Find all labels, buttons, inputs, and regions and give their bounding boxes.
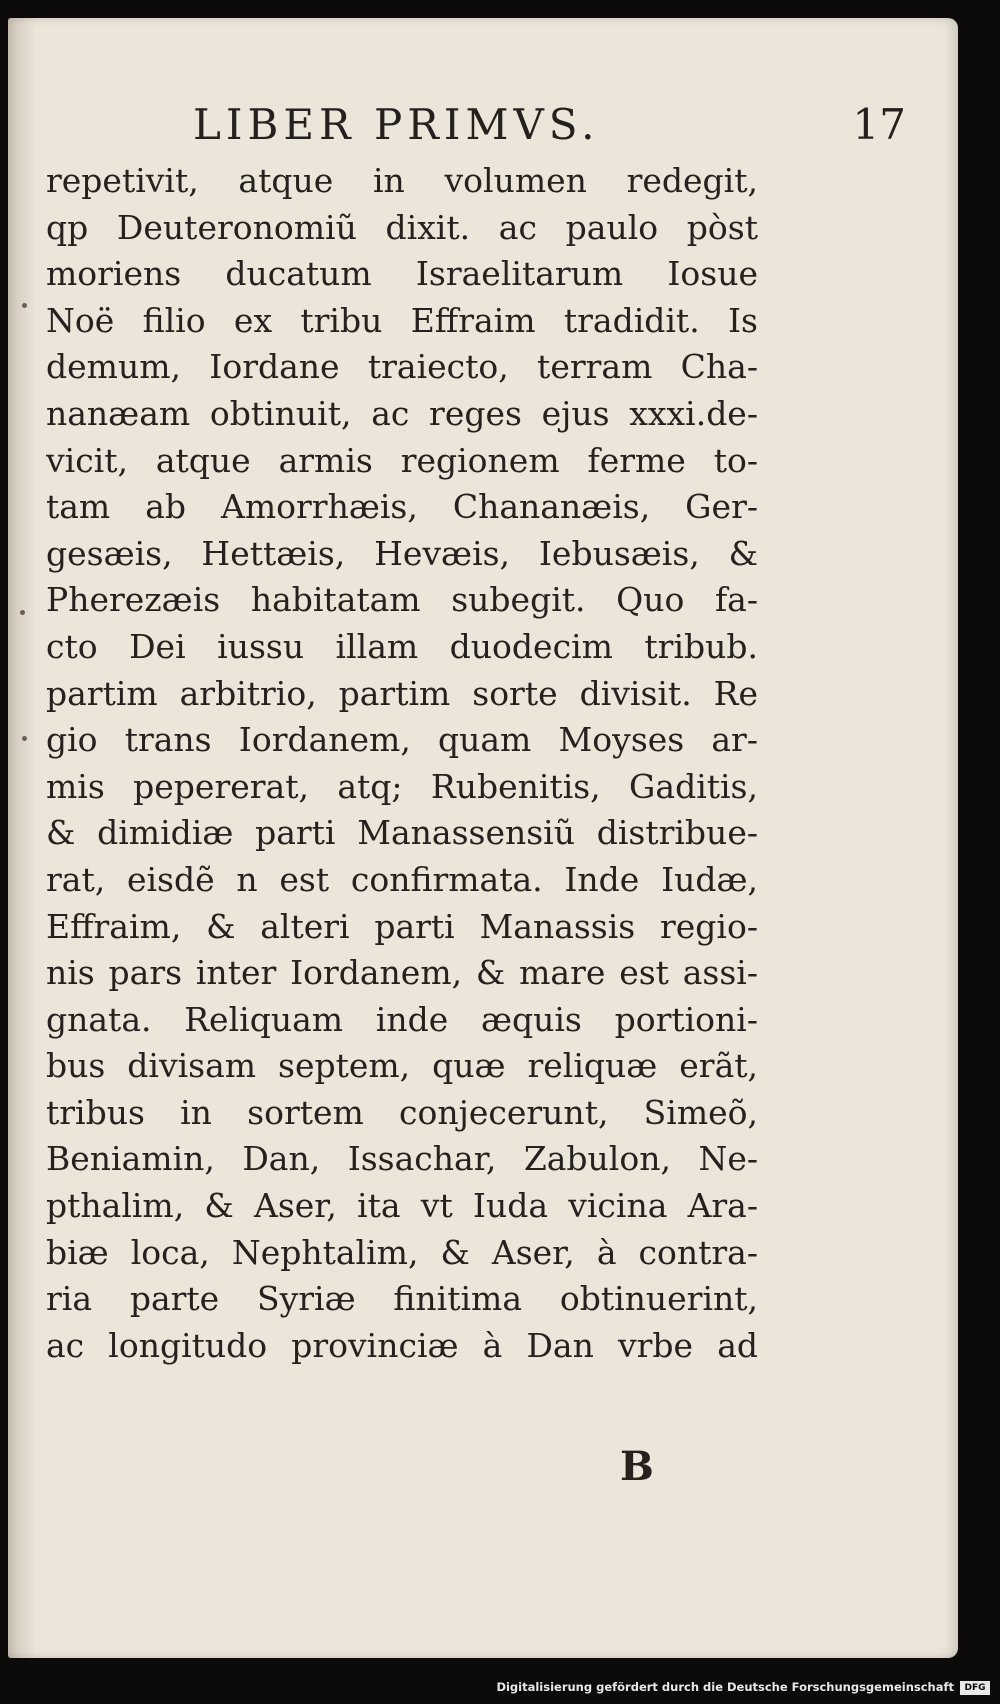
page-gutter-shadow xyxy=(8,18,36,1658)
text-line: demum, Iordane traiecto, terram Cha- xyxy=(46,347,758,387)
funding-credit: Digitalisierung gefördert durch die Deutsche Forschungsgemeinschaft xyxy=(496,1680,954,1694)
text-line: gio trans Iordanem, quam Moyses ar- xyxy=(46,720,758,760)
text-line: qp Deuteronomiũ dixit. ac paulo pòst xyxy=(46,207,758,247)
text-line: moriens ducatum Israelitarum Iosue xyxy=(46,254,758,294)
text-line: tam ab Amorrhæis, Chananæis, Ger- xyxy=(46,487,758,527)
text-line: ria parte Syriæ finitima obtinuerint, xyxy=(46,1279,758,1319)
margin-speck xyxy=(22,736,27,741)
text-line: Noë filio ex tribu Effraim tradidit. Is xyxy=(46,300,758,340)
text-line: gnata. Reliquam inde æquis portioni- xyxy=(46,999,758,1039)
text-line: Beniamin, Dan, Issachar, Zabulon, Ne- xyxy=(46,1139,758,1179)
text-line: nanæam obtinuit, ac reges ejus xxxi.de- xyxy=(46,393,758,433)
footer-bar xyxy=(0,1666,1000,1704)
text-line: & dimidiæ parti Manassensiũ distribue- xyxy=(46,813,758,853)
book-page xyxy=(8,18,958,1658)
dfg-logo: DFG xyxy=(960,1681,990,1695)
margin-speck xyxy=(20,610,25,615)
text-line: vicit, atque armis regionem ferme to- xyxy=(46,440,758,480)
text-line: partim arbitrio, partim sorte divisit. Re xyxy=(46,673,758,713)
text-line: Pherezæis habitatam subegit. Quo fa- xyxy=(46,580,758,620)
text-line: gesæis, Hettæis, Hevæis, Iebusæis, & xyxy=(46,533,758,573)
page-header xyxy=(193,100,906,154)
text-line: rat, eisdẽ n est confirmata. Inde Iudæ, xyxy=(46,859,758,899)
text-line: cto Dei iussu illam duodecim tribub. xyxy=(46,626,758,666)
text-line: nis pars inter Iordanem, & mare est assi- xyxy=(46,953,758,993)
running-title: LIBER PRIMVS. xyxy=(193,100,600,149)
margin-speck xyxy=(22,303,27,308)
text-line: repetivit, atque in volumen redegit, xyxy=(46,161,758,200)
text-line: pthalim, & Aser, ita vt Iuda vicina Ara- xyxy=(46,1186,758,1226)
text-line: ac longitudo provinciæ à Dan vrbe ad xyxy=(46,1325,758,1365)
signature-mark: B xyxy=(620,1443,654,1490)
text-line: biæ loca, Nephtalim, & Aser, à contra- xyxy=(46,1232,758,1272)
text-line: bus divisam septem, quæ reliquæ erãt, xyxy=(46,1046,758,1086)
text-line: tribus in sortem conjecerunt, Simeõ, xyxy=(46,1092,758,1132)
page-number: 17 xyxy=(852,100,906,149)
text-line: mis pepererat, atq; Rubenitis, Gaditis, xyxy=(46,766,758,806)
body-text xyxy=(46,158,758,1369)
text-line: Effraim, & alteri parti Manassis regio- xyxy=(46,906,758,946)
